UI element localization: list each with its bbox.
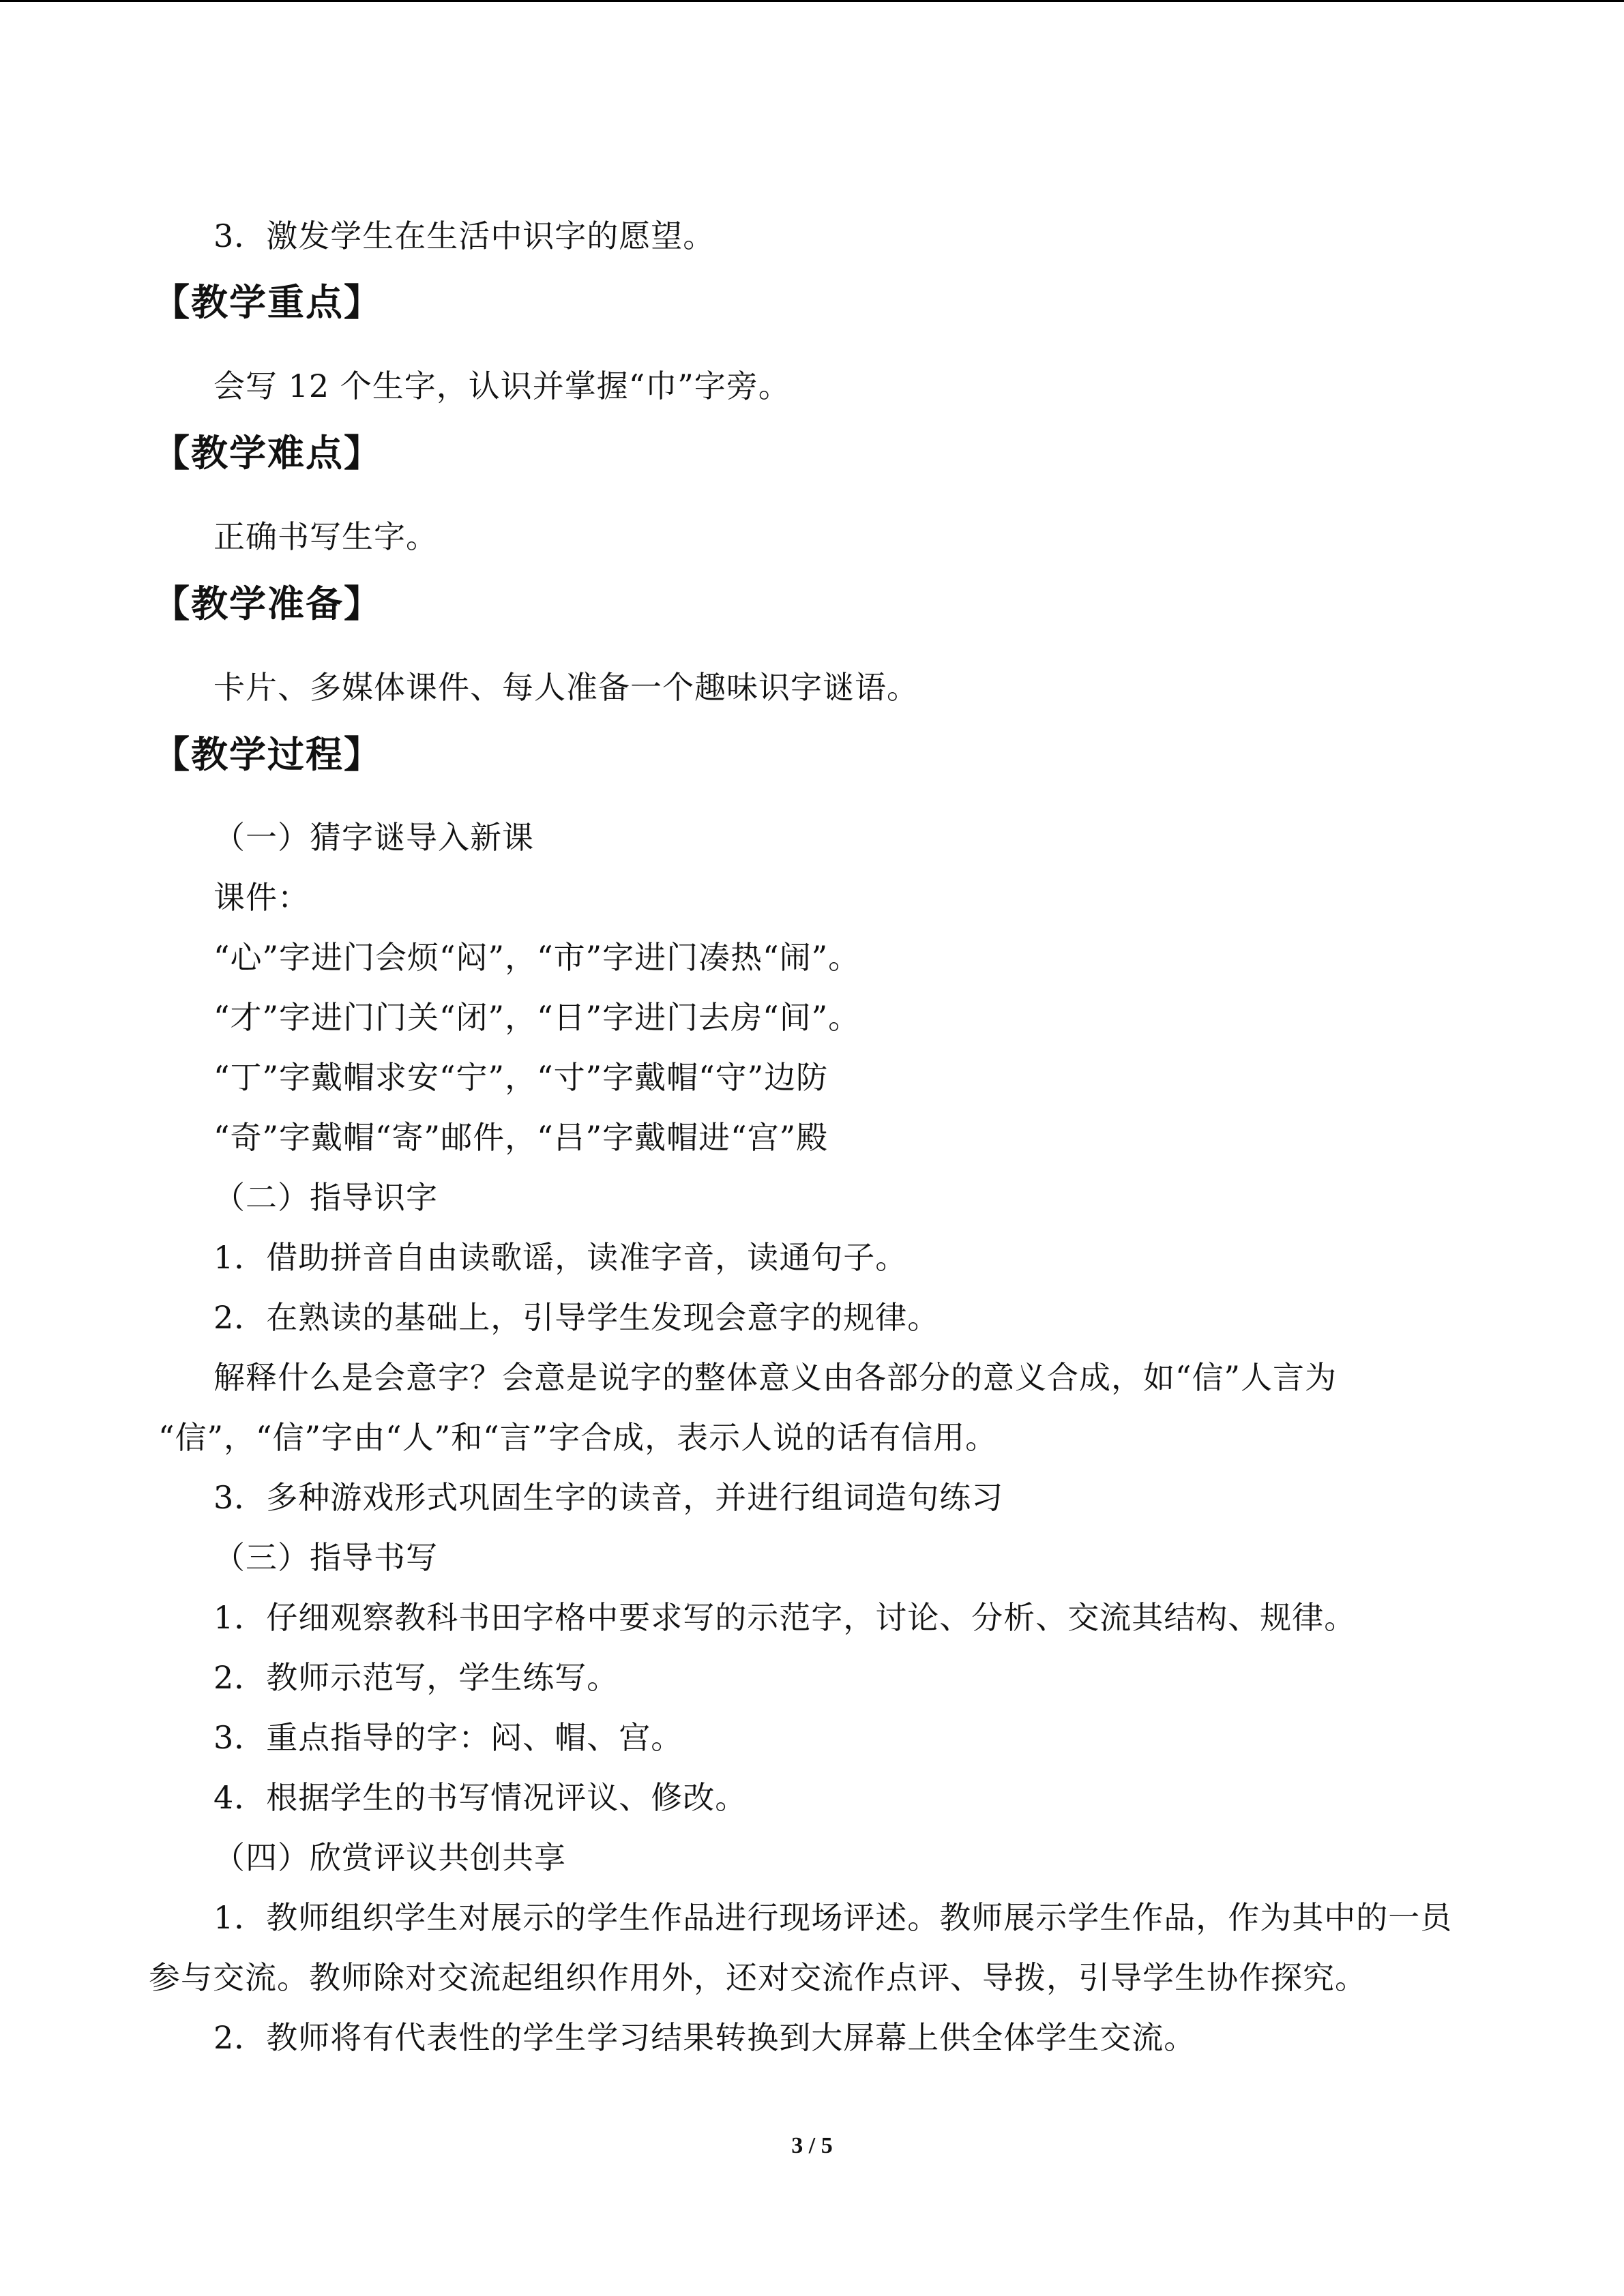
section3-item: 4．根据学生的书写情况评议、修改。 <box>213 1779 748 1816</box>
section3-item: 2．教师示范写，学生练写。 <box>213 1659 619 1696</box>
section4-title: （四）欣赏评议共创共享 <box>213 1839 566 1876</box>
section2-item-1: 1．借助拼音自由读歌谣，读准字音，读通句子。 <box>213 1239 908 1276</box>
riddle-line: “丁”字戴帽求安“宁”，“寸”字戴帽“守”边防 <box>213 1059 829 1096</box>
section2-title: （二）指导识字 <box>213 1179 438 1216</box>
key-points-heading: 【教学重点】 <box>153 281 382 324</box>
difficulties-text: 正确书写生字。 <box>213 518 438 555</box>
section2-item-3: 3．多种游戏形式巩固生字的读音，并进行组词造句练习 <box>213 1479 1004 1516</box>
section2-item-2: 2．在熟读的基础上，引导学生发现会意字的规律。 <box>213 1299 940 1336</box>
objective-3: 3．激发学生在生活中识字的愿望。 <box>213 218 715 254</box>
riddle-line: “心”字进门会烦“闷”，“市”字进门凑热“闹”。 <box>213 939 861 976</box>
section2-explanation-line-1: 解释什么是会意字？会意是说字的整体意义由各部分的意义合成，如“信”人言为 <box>213 1359 1338 1396</box>
riddle-line: “才”字进门门关“闭”，“日”字进门去房“间”。 <box>213 999 861 1036</box>
riddle-line: “奇”字戴帽“寄”邮件，“吕”字戴帽进“宫”殿 <box>213 1119 829 1156</box>
preparation-heading: 【教学准备】 <box>153 582 382 625</box>
section4-item-1-line-1: 1．教师组织学生对展示的学生作品进行现场评述。教师展示学生作品，作为其中的一员 <box>213 1899 1453 1936</box>
page-number: 3 / 5 <box>791 2133 833 2158</box>
difficulties-heading: 【教学难点】 <box>153 432 382 475</box>
preparation-text: 卡片、多媒体课件、每人准备一个趣味识字谜语。 <box>213 669 919 706</box>
section3-item: 1．仔细观察教科书田字格中要求写的示范字，讨论、分析、交流其结构、规律。 <box>213 1599 1357 1636</box>
section3-item: 3．重点指导的字：闷、帽、宫。 <box>213 1719 683 1756</box>
courseware-label: 课件： <box>213 879 310 916</box>
process-heading: 【教学过程】 <box>153 733 382 776</box>
key-points-text: 会写 12 个生字，认识并掌握“巾”字旁。 <box>213 368 791 404</box>
section4-item-2: 2．教师将有代表性的学生学习结果转换到大屏幕上供全体学生交流。 <box>213 2019 1196 2056</box>
section4-item-1-line-2: 参与交流。教师除对交流起组织作用外，还对交流作点评、导拨，引导学生协作探究。 <box>149 1959 1367 1996</box>
section1-title: （一）猜字谜导入新课 <box>213 819 534 856</box>
section2-explanation-line-2: “信”，“信”字由“人”和“言”字合成，表示人说的话有信用。 <box>158 1419 998 1456</box>
section3-title: （三）指导书写 <box>213 1539 438 1576</box>
